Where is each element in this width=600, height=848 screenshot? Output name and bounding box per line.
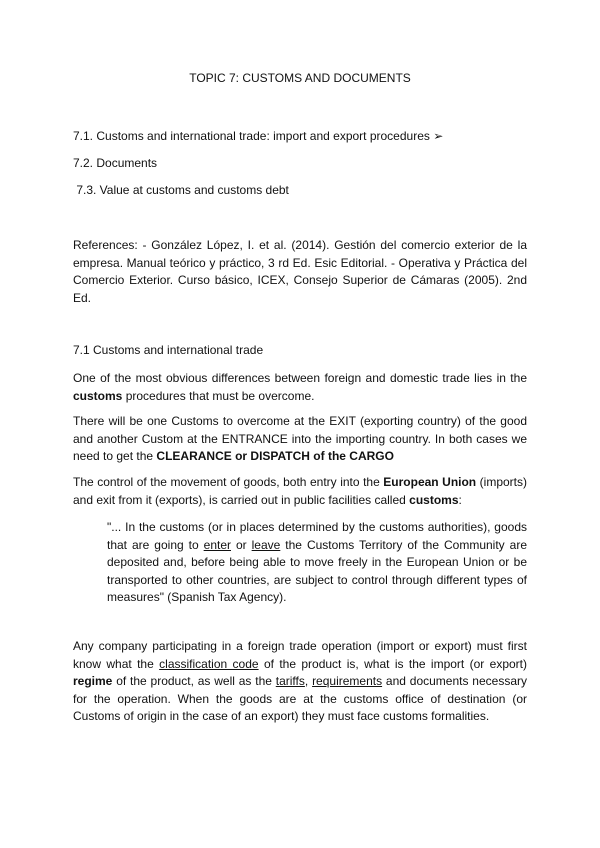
- bold-text: CLEARANCE or DISPATCH of the CARGO: [156, 449, 394, 464]
- section-heading: 7.1 Customs and international trade: [73, 343, 264, 357]
- block-quote: [107, 519, 527, 607]
- text: The control of the movement of goods, both entry into the: [73, 475, 384, 489]
- toc-item-7-3: 7.3. Value at customs and customs debt: [73, 183, 289, 197]
- document-title: TOPIC 7: CUSTOMS AND DOCUMENTS: [189, 71, 411, 85]
- text: or: [231, 537, 252, 552]
- underlined-text: tariffs: [275, 674, 305, 689]
- text: of the product is, what is the import (or export): [258, 656, 528, 671]
- text: the Customs Territory of the Community are deposited and, before being able to move freely in the European Union or be transported to other countries, are subject to control through different types of measures" (Spanish Tax Agency).: [107, 537, 527, 605]
- underlined-text: requirements: [312, 674, 383, 689]
- paragraph-company: [73, 638, 527, 726]
- bold-text: customs: [73, 388, 123, 403]
- toc-item-7-1: 7.1. Customs and international trade: import and export procedures ➢: [73, 129, 444, 143]
- toc-item-7-2: 7.2. Documents: [73, 156, 158, 170]
- text: procedures that must be overcome.: [122, 388, 315, 403]
- text: There will be one Customs to overcome at the EXIT (exporting country) of the good and another Custom at the ENTRANCE into the importing country. In both cases we need to get the: [73, 414, 527, 464]
- paragraph-control: [73, 474, 527, 509]
- bold-text: European Union: [383, 475, 477, 489]
- paragraph-clearance: [73, 413, 527, 466]
- underlined-text: enter: [203, 537, 231, 552]
- text: ,: [304, 674, 313, 689]
- text: and documents necessary for the operation. When the goods are at the customs office of destination (or Customs of origin in the case of an export) they must face customs formalities.: [73, 674, 528, 724]
- underlined-text: leave: [251, 537, 281, 552]
- paragraph-differences: [73, 370, 527, 405]
- references-paragraph: References: - González López, I. et al. (2014). Gestión del comercio exterior de la empresa. Manual teórico y práctico, 3 rd Ed. Esic Editorial. - Operativa y Práctica del Comercio Exterior. Curso básico, ICEX, Consejo Superior de Cámaras (2005). 2nd Ed.: [73, 238, 527, 305]
- bold-text: regime: [73, 674, 113, 689]
- text: of the product, as well as the: [112, 674, 276, 689]
- underlined-text: classification code: [159, 656, 259, 671]
- text: "... In the customs (or in places determined by the customs authorities), goods that are going to: [107, 520, 527, 552]
- text: :: [458, 492, 462, 507]
- text: Any company participating in a foreign trade operation (import or export) must first know what the: [73, 639, 527, 671]
- text: (imports) and exit from it (exports), is carried out in public facilities called: [73, 475, 527, 507]
- text: One of the most obvious differences between foreign and domestic trade lies in the: [73, 371, 527, 385]
- bold-text: customs: [409, 492, 459, 507]
